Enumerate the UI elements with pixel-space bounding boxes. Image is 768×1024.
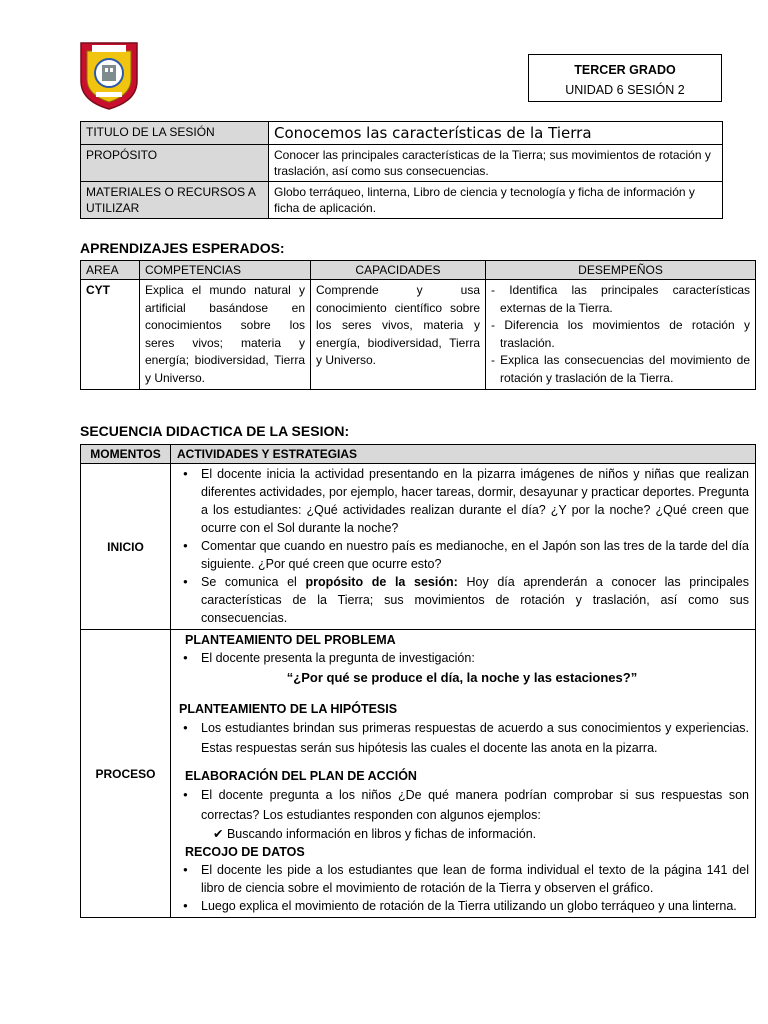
grade-box — [528, 54, 722, 102]
school-crest-logo — [78, 41, 140, 111]
purpose-prefix: Se comunica el — [201, 575, 306, 589]
desempeno-item: - Identifica las principales características externas de la Tierra. — [491, 283, 750, 315]
col-capacidades: CAPACIDADES — [311, 261, 486, 280]
desempeno-item: - Explica las consecuencias del movimiento de rotación y traslación de la Tierra. — [491, 353, 750, 385]
inicio-item: ● Comentar que cuando en nuestro país es medianoche, en el Japón son las tres de la tarde del día siguiente. ¿Por qué creen que ocurre esto? — [175, 537, 749, 573]
plan-heading: ELABORACIÓN DEL PLAN DE ACCIÓN — [185, 769, 417, 783]
materials-value: Globo terráqueo, linterna, Libro de ciencia y tecnología y ficha de información y ficha de aplicación. — [269, 182, 723, 219]
materials-row — [81, 182, 723, 219]
problema-item: ● El docente presenta la pregunta de investigación: — [175, 649, 749, 667]
inicio-item: ● El docente inicia la actividad presentando en la pizarra imágenes de niños y niñas que realizan diferentes actividades, por ejemplo, hacer tareas, dormir, desayunar y practicar deportes. Pregunta a los estudiantes: ¿Qué actividades realizan durante el día? ¿Y por la noche? ¿Qué creen que ocurre con el Sol durante la noche? — [175, 465, 749, 537]
col-actividades: ACTIVIDADES Y ESTRATEGIAS — [171, 445, 756, 464]
purpose-value: Conocer las principales características de la Tierra; sus movimientos de rotación y traslación, así como sus consecuencias. — [269, 145, 723, 182]
unit-session-label: UNIDAD 6 SESIÓN 2 — [565, 83, 685, 97]
session-title: Conocemos las características de la Tierra — [269, 122, 723, 145]
col-momentos: MOMENTOS — [81, 445, 171, 464]
secuencia-header-row — [81, 445, 756, 464]
hipotesis-heading: PLANTEAMIENTO DE LA HIPÓTESIS — [179, 702, 398, 716]
purpose-label: PROPÓSITO — [81, 145, 269, 182]
aprendizajes-heading: APRENDIZAJES ESPERADOS: — [80, 240, 285, 256]
proceso-content — [171, 630, 756, 918]
aprendizajes-header-row — [81, 261, 756, 280]
inicio-content — [171, 464, 756, 630]
inicio-purpose-item — [175, 573, 749, 627]
check-text: Buscando información en libros y fichas de información. — [226, 827, 537, 841]
desempeno-item: - Diferencia los movimientos de rotación y traslación. — [491, 318, 750, 350]
secuencia-heading: SECUENCIA DIDACTICA DE LA SESION: — [80, 423, 350, 439]
grade-label: TERCER GRADO — [574, 63, 676, 77]
col-area: AREA — [81, 261, 140, 280]
plan-item: ● El docente pregunta a los niños ¿De qué manera podrían comprobar si sus respuestas son correctas? Los estudiantes responden con algunos ejemplos: — [175, 785, 749, 825]
title-row — [81, 122, 723, 145]
check-icon: ✔ — [213, 827, 224, 841]
desempenos-value — [486, 280, 756, 390]
title-label: TITULO DE LA SESIÓN — [81, 122, 269, 145]
inicio-label: INICIO — [81, 464, 171, 630]
hipotesis-item: ● Los estudiantes brindan sus primeras respuestas de acuerdo a sus conocimientos y experiencias. Estas respuestas serán sus hipótesis las cuales el docente las anota en la pizarra. — [175, 718, 749, 758]
capacidades-value: Comprende y usa conocimiento científico sobre los seres vivos, materia y energía, biodiversidad, Tierra y Universo. — [311, 280, 486, 390]
aprendizajes-row — [81, 280, 756, 390]
proceso-label: PROCESO — [81, 630, 171, 918]
recojo-item: ● El docente les pide a los estudiantes que lean de forma individual el texto de la página 141 del libro de ciencia sobre el movimiento de rotación de la Tierra y observen el gráfico. — [175, 861, 749, 897]
col-desempenos: DESEMPEÑOS — [486, 261, 756, 280]
session-info-table — [80, 121, 723, 219]
inicio-row — [81, 464, 756, 630]
proceso-row — [81, 630, 756, 918]
problema-heading: PLANTEAMIENTO DEL PROBLEMA — [185, 633, 396, 647]
purpose-bold: propósito de la sesión: — [305, 575, 458, 589]
purpose-rest: Hoy día aprenderán a conocer las principales características de la Tierra; sus movimientos de rotación y traslación, así como sus consecuencias. — [201, 575, 750, 625]
recojo-item: ● Luego explica el movimiento de rotación de la Tierra utilizando un globo terráqueo y una linterna. — [175, 897, 749, 915]
materials-label: MATERIALES O RECURSOS A UTILIZAR — [81, 182, 269, 219]
area-value: CYT — [81, 280, 140, 390]
research-question: “¿Por qué se produce el día, la noche y las estaciones?” — [286, 670, 638, 685]
plan-check-item — [175, 825, 749, 843]
secuencia-table — [80, 444, 756, 918]
aprendizajes-table — [80, 260, 756, 390]
competencias-value: Explica el mundo natural y artificial basándose en conocimientos sobre los seres vivos; materia y energía; biodiversidad, Tierra y Universo. — [140, 280, 311, 390]
col-competencias: COMPETENCIAS — [140, 261, 311, 280]
purpose-row — [81, 145, 723, 182]
recojo-heading: RECOJO DE DATOS — [185, 845, 305, 859]
